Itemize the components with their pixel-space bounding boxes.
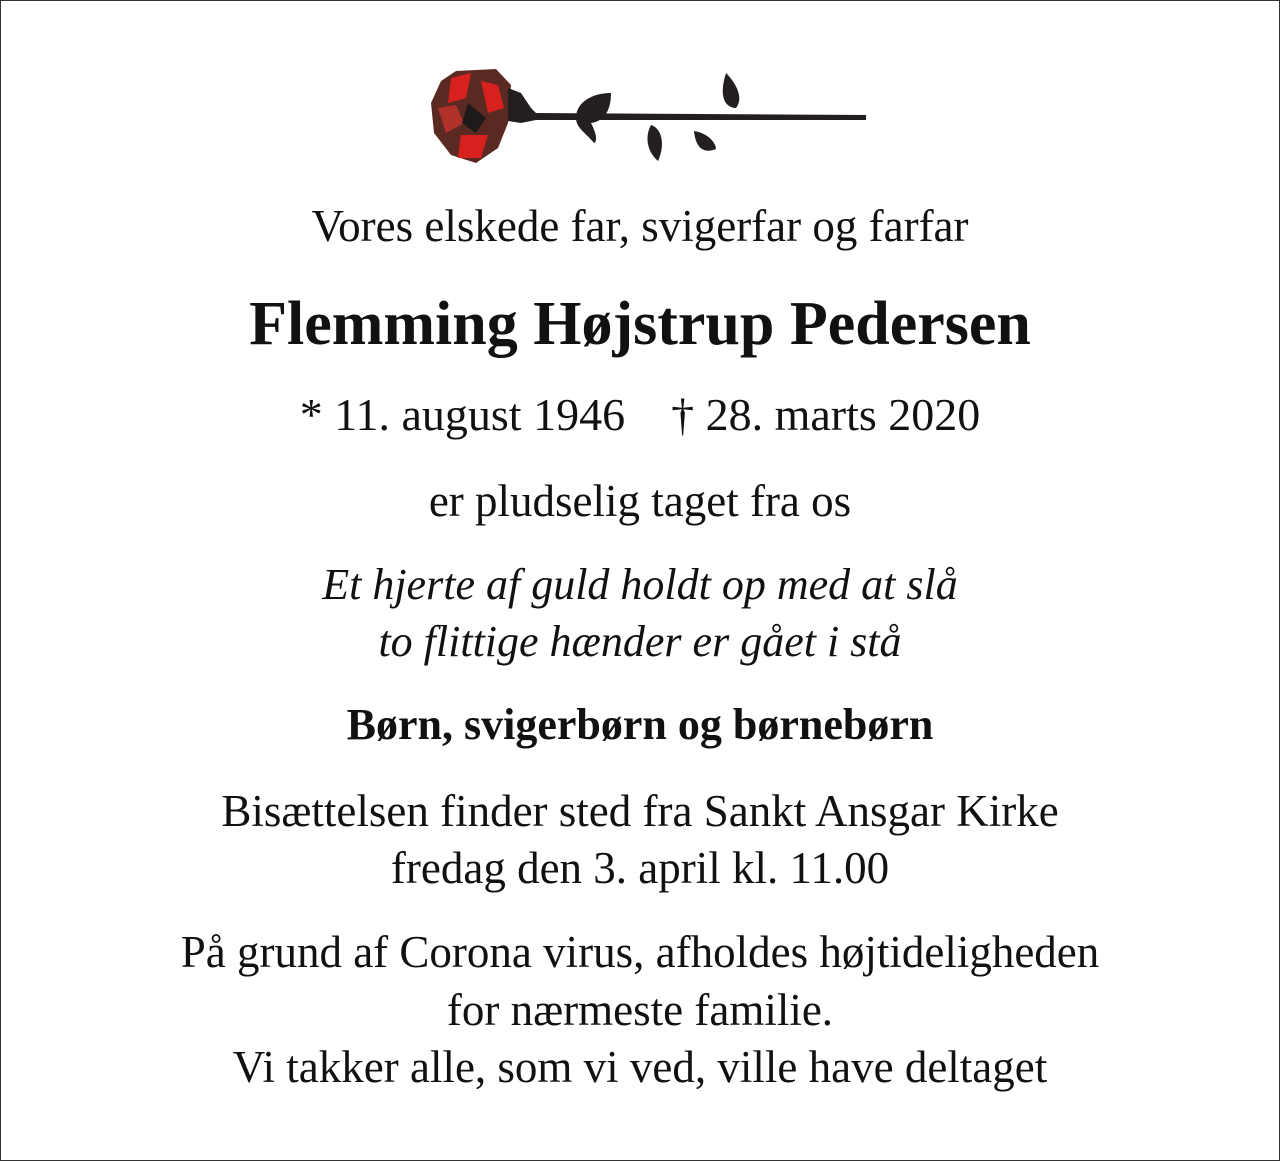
deceased-name: Flemming Højstrup Pedersen — [249, 290, 1031, 358]
passed-line: er pludselig taget fra os — [428, 476, 852, 526]
funeral-line-2: fredag den 3. april kl. 11.00 — [390, 843, 890, 893]
notice-line-3: Vi takker alle, som vi ved, ville have deltaget — [232, 1042, 1048, 1092]
notice-line-1: På grund af Corona virus, afholdes højtideligheden — [180, 927, 1100, 977]
birth-date: * 11. august 1946 — [299, 389, 626, 440]
family-signature: Børn, svigerbørn og børnebørn — [346, 700, 934, 749]
intro-line: Vores elskede far, svigerfar og farfar — [311, 201, 969, 251]
funeral-line-1: Bisættelsen finder sted fra Sankt Ansgar Kirke — [221, 786, 1059, 836]
verse-line-1: Et hjerte af guld holdt op med at slå — [322, 560, 958, 609]
rose-icon — [426, 63, 871, 168]
death-date: † 28. marts 2020 — [671, 389, 981, 440]
verse-line-2: to flittige hænder er gået i stå — [378, 617, 902, 666]
notice-line-2: for nærmeste familie. — [446, 985, 834, 1035]
life-dates — [1, 389, 1279, 440]
